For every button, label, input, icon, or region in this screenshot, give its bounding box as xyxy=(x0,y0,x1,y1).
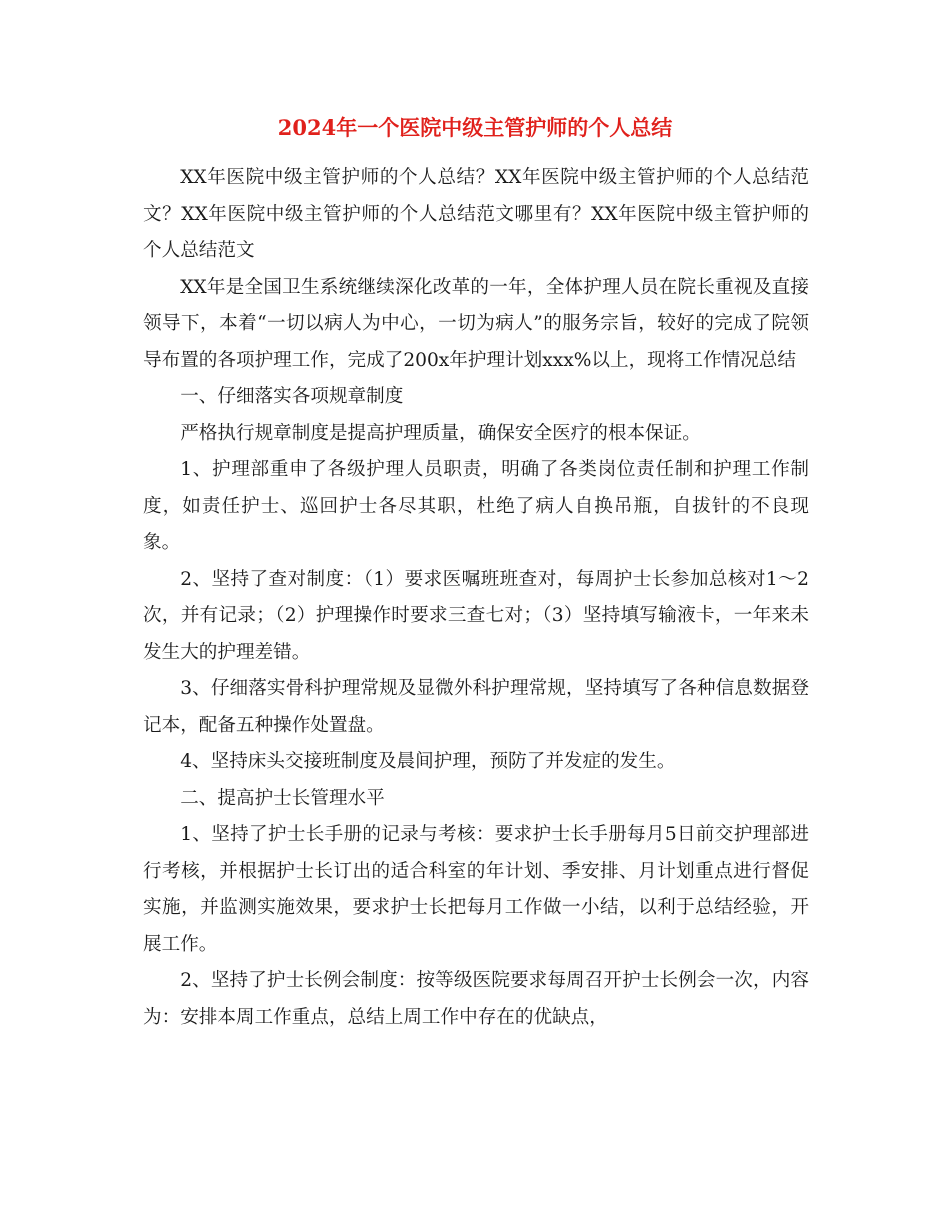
body-paragraph: 严格执行规章制度是提高护理质量，确保安全医疗的根本保证。 xyxy=(180,422,701,444)
section-heading-2: 二、提高护士长管理水平 xyxy=(180,787,385,809)
document-body xyxy=(143,160,809,1036)
list-item-1-2: 2、坚持了查对制度：（1）要求医嘱班班查对，每周护士长参加总核对1～2次，并有记录；（2）护理操作时要求三查七对；（3）坚持填写输液卡，一年来未发生大的护理差错。 xyxy=(143,568,809,663)
list-item-2-2: 2、坚持了护士长例会制度：按等级医院要求每周召开护士长例会一次，内容为：安排本周工作重点，总结上周工作中存在的优缺点， xyxy=(143,970,809,1028)
list-item-1-1: 1、护理部重申了各级护理人员职责，明确了各类岗位责任制和护理工作制度，如责任护士、巡回护士各尽其职，杜绝了病人自换吊瓶，自拔针的不良现象。 xyxy=(143,459,809,553)
list-item-2-1: 1、坚持了护士长手册的记录与考核：要求护士长手册每月5日前交护理部进行考核，并根据护士长订出的适合科室的年计划、季安排、月计划重点进行督促实施，并监测实施效果，要求护士长把每月工作做一小结，以利于总结经验，开展工作。 xyxy=(143,824,809,955)
section-heading-1: 一、仔细落实各项规章制度 xyxy=(180,386,404,407)
summary-paragraph: XX年是全国卫生系统继续深化改革的一年，全体护理人员在院长重视及直接领导下，本着“一切以病人为中心，一切为病人”的服务宗旨，较好的完成了院领导布置的各项护理工作，完成了200x年护理计划xxx%以上，现将工作情况总结 xyxy=(143,276,809,371)
list-item-1-3: 3、仔细落实骨科护理常规及显微外科护理常规，坚持填写了各种信息数据登记本，配备五种操作处置盘。 xyxy=(143,678,809,736)
document-title: 2024年一个医院中级主管护师的个人总结 xyxy=(277,115,673,140)
intro-paragraph: XX年医院中级主管护师的个人总结？XX年医院中级主管护师的个人总结范文？XX年医院中级主管护师的个人总结范文哪里有？XX年医院中级主管护师的个人总结范文 xyxy=(143,167,809,261)
list-item-1-4: 4、坚持床头交接班制度及晨间护理，预防了并发症的发生。 xyxy=(180,751,676,772)
